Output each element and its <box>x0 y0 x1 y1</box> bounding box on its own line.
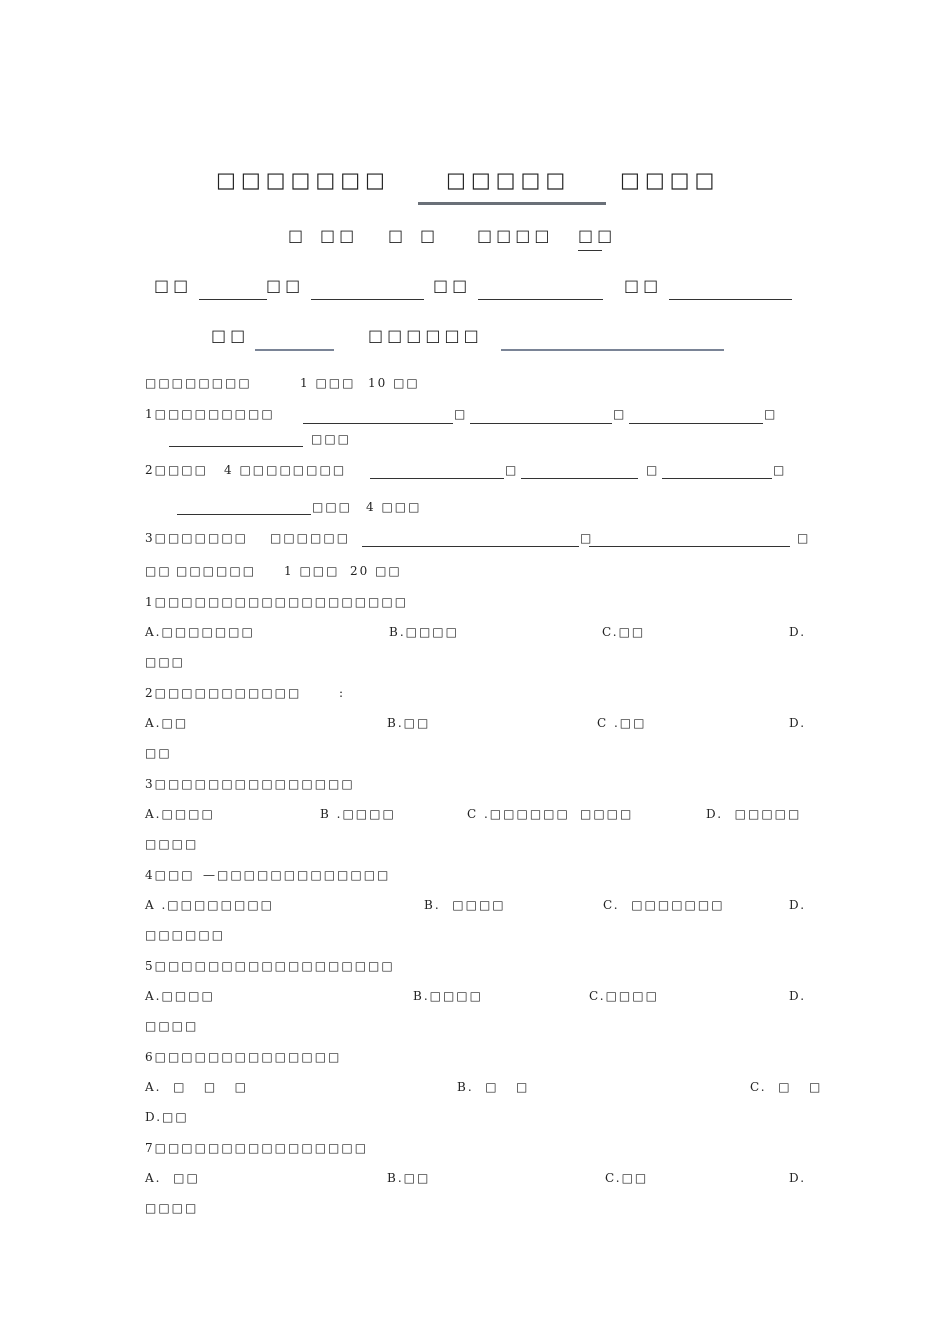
section2-score-a: 1 □□□ <box>284 564 340 578</box>
mc-option-c[interactable]: C. □□□□□□□ <box>603 898 725 912</box>
mc-option-d-text: □□□□ <box>145 837 199 851</box>
mc-option-a[interactable]: A.□□ <box>145 716 189 730</box>
subtitle-f: □□ <box>578 226 617 245</box>
mc-option-d[interactable]: D. <box>789 1171 807 1185</box>
mc-option-a[interactable]: A.□□□□ <box>145 807 215 821</box>
fill-q2-blank-2[interactable] <box>521 478 638 479</box>
section1-score-a: 1 □□□ <box>300 376 356 390</box>
fill-q3-text-b: □□□□□□ <box>270 531 351 545</box>
subtitle-e: □□□□ <box>477 226 554 245</box>
mc-option-b[interactable]: B.□□ <box>387 716 431 730</box>
section2-heading-b: □□□□□□ <box>176 564 257 578</box>
subtitle-underline <box>578 250 602 251</box>
info-label-2: □□ <box>266 276 305 295</box>
subtitle-c: □ <box>388 226 408 245</box>
fill-q2-blank-3[interactable] <box>662 478 772 479</box>
fill-q1-sep-1: □ <box>454 407 468 421</box>
mc-option-b[interactable]: B.□□□□ <box>413 989 483 1003</box>
title-underline <box>418 202 606 205</box>
mc-option-d[interactable]: D. <box>789 898 807 912</box>
mc-option-d-text: □□□□ <box>145 1201 199 1215</box>
section2-score-b: 20 □□ <box>350 564 402 578</box>
exam-title-left: □□□□□□□ <box>216 168 390 192</box>
exam-title-right: □□□□ <box>620 168 720 192</box>
mc-option-d-text: □□ <box>145 746 172 760</box>
fill-q3-text-a: 3□□□□□□□ <box>145 531 248 545</box>
section1-heading: □□□□□□□□ <box>145 376 252 390</box>
mc-option-c[interactable]: C.□□□□ <box>589 989 659 1003</box>
fill-q1-text: 1□□□□□□□□□ <box>145 407 275 421</box>
info-blank-4[interactable] <box>669 299 792 300</box>
fill-q1-blank-2[interactable] <box>470 423 612 424</box>
mc-option-a[interactable]: A .□□□□□□□□ <box>145 898 274 912</box>
fill-q2-sep-3: □ <box>773 463 787 477</box>
fill-q2-num: 2□□□□ <box>145 463 208 477</box>
fill-q2-blank-1[interactable] <box>370 478 504 479</box>
fill-q1-blank-3[interactable] <box>629 423 763 424</box>
mc-option-a[interactable]: A.□□□□□□□ <box>145 625 255 639</box>
fill-q2-end-a: □□□ <box>312 500 353 514</box>
mc-option-c-cont: □□□□ <box>580 807 634 821</box>
section2-heading-a: □□ <box>145 564 172 578</box>
mc-option-d-text: □□□□ <box>145 1019 199 1033</box>
info2-label-1: □□ <box>211 326 250 345</box>
mc-question: 5□□□□□□□□□□□□□□□□□□ <box>145 959 395 973</box>
mc-option-b[interactable]: B.□□□□ <box>389 625 459 639</box>
mc-question: 6□□□□□□□□□□□□□□ <box>145 1050 342 1064</box>
mc-option-d-text: □□□ <box>145 655 186 669</box>
mc-option-a[interactable]: A.□□□□ <box>145 989 215 1003</box>
mc-option-c[interactable]: C .□□□□□□ <box>467 807 570 821</box>
info2-blank-2[interactable] <box>501 349 724 351</box>
mc-question-cont: —□□□□□□□□□□□□□ <box>203 868 391 882</box>
subtitle-d: □ <box>420 226 440 245</box>
fill-q1-end: □□□ <box>311 432 352 446</box>
mc-option-a[interactable]: A. □□ <box>145 1171 200 1185</box>
info-label-3: □□ <box>433 276 472 295</box>
mc-option-d[interactable]: D.□□ <box>145 1110 189 1124</box>
exam-title-center: □□□□□ <box>446 168 571 192</box>
mc-option-c[interactable]: C. □ □ <box>750 1080 823 1094</box>
mc-option-c[interactable]: C .□□ <box>597 716 647 730</box>
info-blank-3[interactable] <box>478 299 603 300</box>
fill-q1-sep-2: □ <box>613 407 627 421</box>
mc-option-b[interactable]: B.□□ <box>387 1171 431 1185</box>
fill-q3-blank-2[interactable] <box>589 546 790 547</box>
info2-blank-1[interactable] <box>255 349 334 351</box>
mc-option-b[interactable]: B. □ □ <box>457 1080 530 1094</box>
fill-q3-sep-1: □ <box>580 531 594 545</box>
subtitle-b: □□ <box>320 226 359 245</box>
mc-option-a[interactable]: A. □ □ □ <box>145 1080 249 1094</box>
fill-q2-end-b: 4 □□□ <box>366 500 422 514</box>
fill-q1-blank-4[interactable] <box>169 446 303 447</box>
fill-q2-sep-1: □ <box>505 463 519 477</box>
mc-option-b[interactable]: B. □□□□ <box>424 898 506 912</box>
mc-question: 2□□□□□□□□□□□ <box>145 686 302 700</box>
info-blank-2[interactable] <box>311 299 424 300</box>
mc-question: 7□□□□□□□□□□□□□□□□ <box>145 1141 369 1155</box>
mc-option-d[interactable]: D. <box>789 989 807 1003</box>
fill-q2-blank-4[interactable] <box>177 514 311 515</box>
mc-option-c[interactable]: C.□□ <box>605 1171 649 1185</box>
mc-option-c[interactable]: C.□□ <box>602 625 646 639</box>
info-blank-1[interactable] <box>199 299 267 300</box>
fill-q3-blank-1[interactable] <box>362 546 579 547</box>
mc-option-d-text: □□□□□□ <box>145 928 226 942</box>
info-label-4: □□ <box>624 276 663 295</box>
mc-option-d[interactable]: D. <box>789 716 807 730</box>
subtitle-a: □ <box>288 226 308 245</box>
mc-option-d[interactable]: D. <box>789 625 807 639</box>
mc-option-b[interactable]: B .□□□□ <box>320 807 396 821</box>
mc-question: 4□□□ <box>145 868 195 882</box>
fill-q2-text: 4 □□□□□□□□ <box>224 463 347 477</box>
info2-label-2: □□□□□□ <box>368 326 483 345</box>
info-label-1: □□ <box>154 276 193 295</box>
mc-question: 3□□□□□□□□□□□□□□□ <box>145 777 355 791</box>
section1-score-b: 10 □□ <box>368 376 420 390</box>
fill-q3-sep-2: □ <box>797 531 811 545</box>
fill-q1-blank-1[interactable] <box>303 423 453 424</box>
mc-option-d[interactable]: D. □□□□□ <box>706 807 802 821</box>
mc-question: 1□□□□□□□□□□□□□□□□□□□ <box>145 595 409 609</box>
fill-q1-sep-3: □ <box>764 407 778 421</box>
mc-question-colon: : <box>339 686 346 700</box>
fill-q2-sep-2: □ <box>646 463 660 477</box>
